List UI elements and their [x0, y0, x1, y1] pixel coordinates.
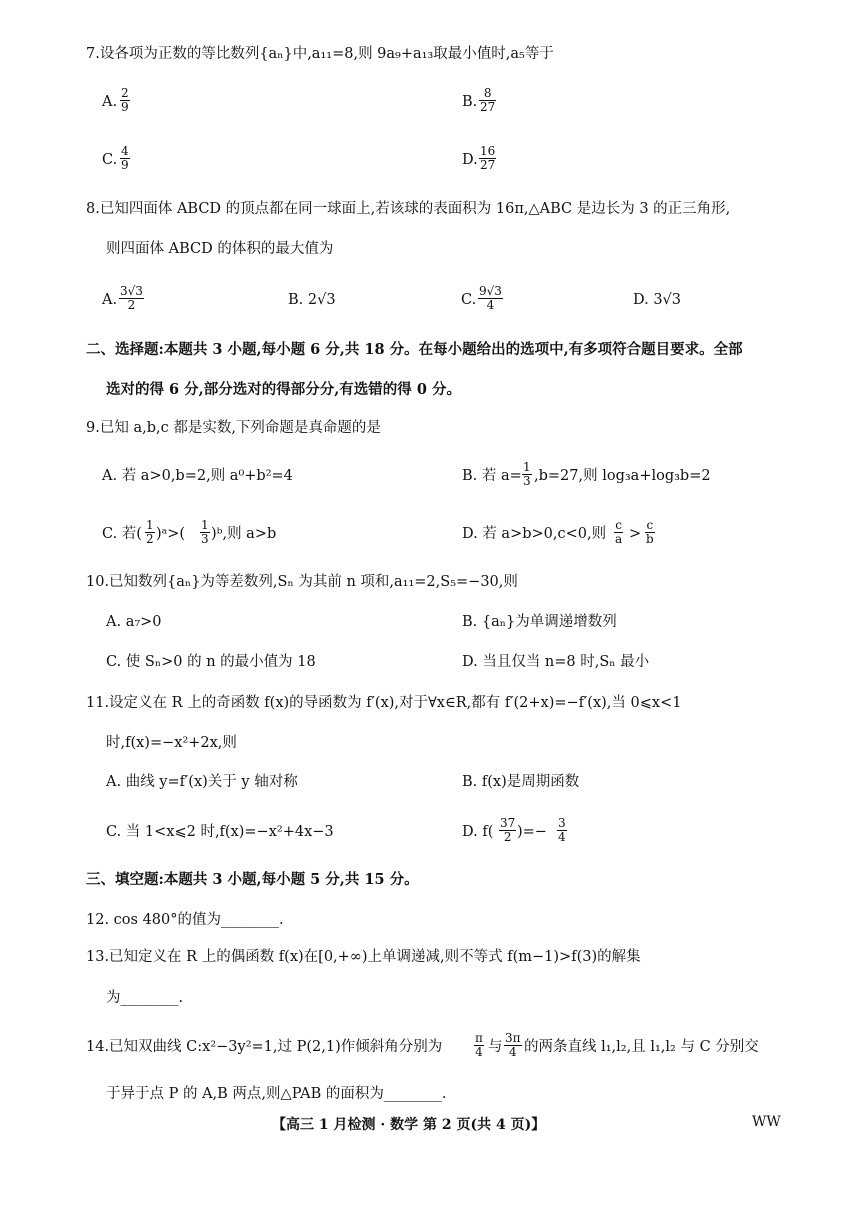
q9-option-a: A. 若 a>0,b=2,则 a⁰+b²=4: [102, 468, 293, 484]
q13-stem-line2: 为________.: [106, 990, 184, 1006]
q9-option-b-post: ,b=27,则 log₃a+log₃b=2: [534, 468, 711, 484]
q7-option-a-fraction: [120, 87, 130, 114]
q12-stem: 12. cos 480°的值为________.: [86, 912, 284, 928]
q9-option-d-fraction-1: [614, 519, 623, 546]
section2-heading-line1: 二、选择题:本题共 3 小题,每小题 6 分,共 18 分。在每小题给出的选项中,有多项符合题目要求。全部: [86, 341, 743, 358]
numerator: 2: [121, 86, 129, 100]
q9-option-c-pre: C. 若(: [102, 526, 142, 542]
q9-option-d-gt: >: [629, 526, 642, 542]
section3-heading: 三、填空题:本题共 3 小题,每小题 5 分,共 15 分。: [86, 871, 419, 888]
denominator: 9: [121, 100, 129, 114]
q11-option-d-fraction-1: [499, 817, 516, 844]
q9-option-c-mid: )ᵃ>(: [156, 526, 186, 542]
denominator: 4: [486, 298, 495, 312]
q14-stem-mid: 与: [488, 1039, 503, 1055]
denominator: 9: [121, 158, 129, 172]
denominator: 4: [475, 1045, 483, 1059]
q8-option-b: B. 2√3: [288, 292, 336, 308]
q7-option-a-label: A.: [102, 94, 118, 110]
q11-option-d-fraction-2: [557, 817, 567, 844]
denominator: 2: [146, 532, 154, 546]
q11-option-b: B. f(x)是周期函数: [462, 774, 580, 790]
q7-option-c-fraction: [120, 145, 130, 172]
q11-option-a: A. 曲线 y=f′(x)关于 y 轴对称: [106, 774, 298, 790]
q9-option-c-post: )ᵇ,则 a>b: [211, 526, 277, 542]
q10-stem: 10.已知数列{aₙ}为等差数列,Sₙ 为其前 n 项和,a₁₁=2,S₅=−30,则: [86, 574, 518, 590]
q8-option-c-label: C.: [461, 292, 477, 308]
numerator: 1: [146, 518, 154, 532]
q9-option-d-pre: D. 若 a>b>0,c<0,则: [462, 526, 607, 542]
q10-option-a: A. a₇>0: [106, 614, 162, 630]
q7-option-d-fraction: [479, 145, 496, 172]
q8-stem-line1: 8.已知四面体 ABCD 的顶点都在同一球面上,若该球的表面积为 16π,△ABC 是边长为 3 的正三角形,: [86, 201, 731, 217]
numerator: c: [646, 518, 654, 532]
q10-option-d: D. 当且仅当 n=8 时,Sₙ 最小: [462, 654, 650, 670]
q11-option-d-pre: D. f(: [462, 824, 494, 840]
q11-option-c: C. 当 1<x⩽2 时,f(x)=−x²+4x−3: [106, 824, 334, 840]
q10-option-c: C. 使 Sₙ>0 的 n 的最小值为 18: [106, 654, 316, 670]
numerator: 3: [558, 816, 566, 830]
q8-stem-line2: 则四面体 ABCD 的体积的最大值为: [106, 241, 334, 257]
q7-option-c-label: C.: [102, 152, 118, 168]
q14-fraction-2: [504, 1032, 522, 1059]
q9-option-c-fraction-1: [145, 519, 155, 546]
denominator: 3: [201, 532, 209, 546]
denominator: b: [646, 532, 654, 546]
q9-option-b-fraction: [522, 461, 532, 488]
page-footer: 【高三 1 月检测 · 数学 第 2 页(共 4 页)】: [272, 1117, 546, 1133]
q14-stem-pre: 14.已知双曲线 C:x²−3y²=1,过 P(2,1)作倾斜角分别为: [86, 1039, 443, 1055]
q14-fraction-1: [474, 1032, 484, 1059]
denominator: 3: [523, 474, 531, 488]
denominator: 27: [480, 158, 496, 172]
denominator: 27: [480, 100, 496, 114]
q11-stem-line1: 11.设定义在 R 上的奇函数 f(x)的导函数为 f′(x),对于∀x∈R,都有 f′(2+x)=−f′(x),当 0⩽x<1: [86, 695, 682, 711]
footer-code: WW: [752, 1114, 781, 1130]
numerator: 8: [479, 87, 496, 101]
denominator: 2: [127, 298, 136, 312]
numerator: 37: [500, 816, 516, 830]
numerator: 3√3: [120, 284, 143, 298]
q8-option-a-label: A.: [102, 292, 118, 308]
q9-stem: 9.已知 a,b,c 都是实数,下列命题是真命题的是: [86, 420, 381, 436]
numerator: 1: [201, 518, 209, 532]
q10-option-b: B. {aₙ}为单调递增数列: [462, 614, 617, 630]
q7-option-b-label: B.: [462, 94, 478, 110]
denominator: 4: [508, 1045, 517, 1059]
denominator: a: [615, 532, 623, 546]
q7-option-b-fraction: [479, 87, 496, 114]
q9-option-b-pre: B. 若 a=: [462, 468, 522, 484]
q13-stem-line1: 13.已知定义在 R 上的偶函数 f(x)在[0,+∞)上单调递减,则不等式 f(m−1)>f(3)的解集: [86, 949, 641, 965]
numerator: c: [615, 518, 622, 532]
numerator: 1: [523, 460, 531, 474]
q11-option-d-mid: )=−: [517, 824, 547, 840]
q7-option-d-label: D.: [462, 152, 478, 168]
numerator: 4: [121, 144, 129, 158]
numerator: π: [475, 1031, 483, 1045]
q14-stem-post: 的两条直线 l₁,l₂,且 l₁,l₂ 与 C 分别交: [524, 1039, 759, 1055]
denominator: 4: [558, 830, 566, 844]
q8-option-c-fraction: [478, 285, 503, 312]
q11-stem-line2: 时,f(x)=−x²+2x,则: [106, 735, 237, 751]
q9-option-d-fraction-2: [645, 519, 655, 546]
q9-option-c-fraction-2: [200, 519, 210, 546]
q14-stem-line2: 于异于点 P 的 A,B 两点,则△PAB 的面积为________.: [106, 1086, 447, 1102]
numerator: 9√3: [479, 284, 502, 298]
denominator: 2: [503, 830, 512, 844]
numerator: 16: [480, 144, 496, 158]
q8-option-d: D. 3√3: [633, 292, 682, 308]
q8-option-a-fraction: [119, 285, 144, 312]
q7-stem: 7.设各项为正数的等比数列{aₙ}中,a₁₁=8,则 9a₉+a₁₃取最小值时,a₅等于: [86, 46, 554, 62]
numerator: 3π: [505, 1031, 521, 1045]
section2-heading-line2: 选对的得 6 分,部分选对的得部分分,有选错的得 0 分。: [106, 381, 461, 398]
